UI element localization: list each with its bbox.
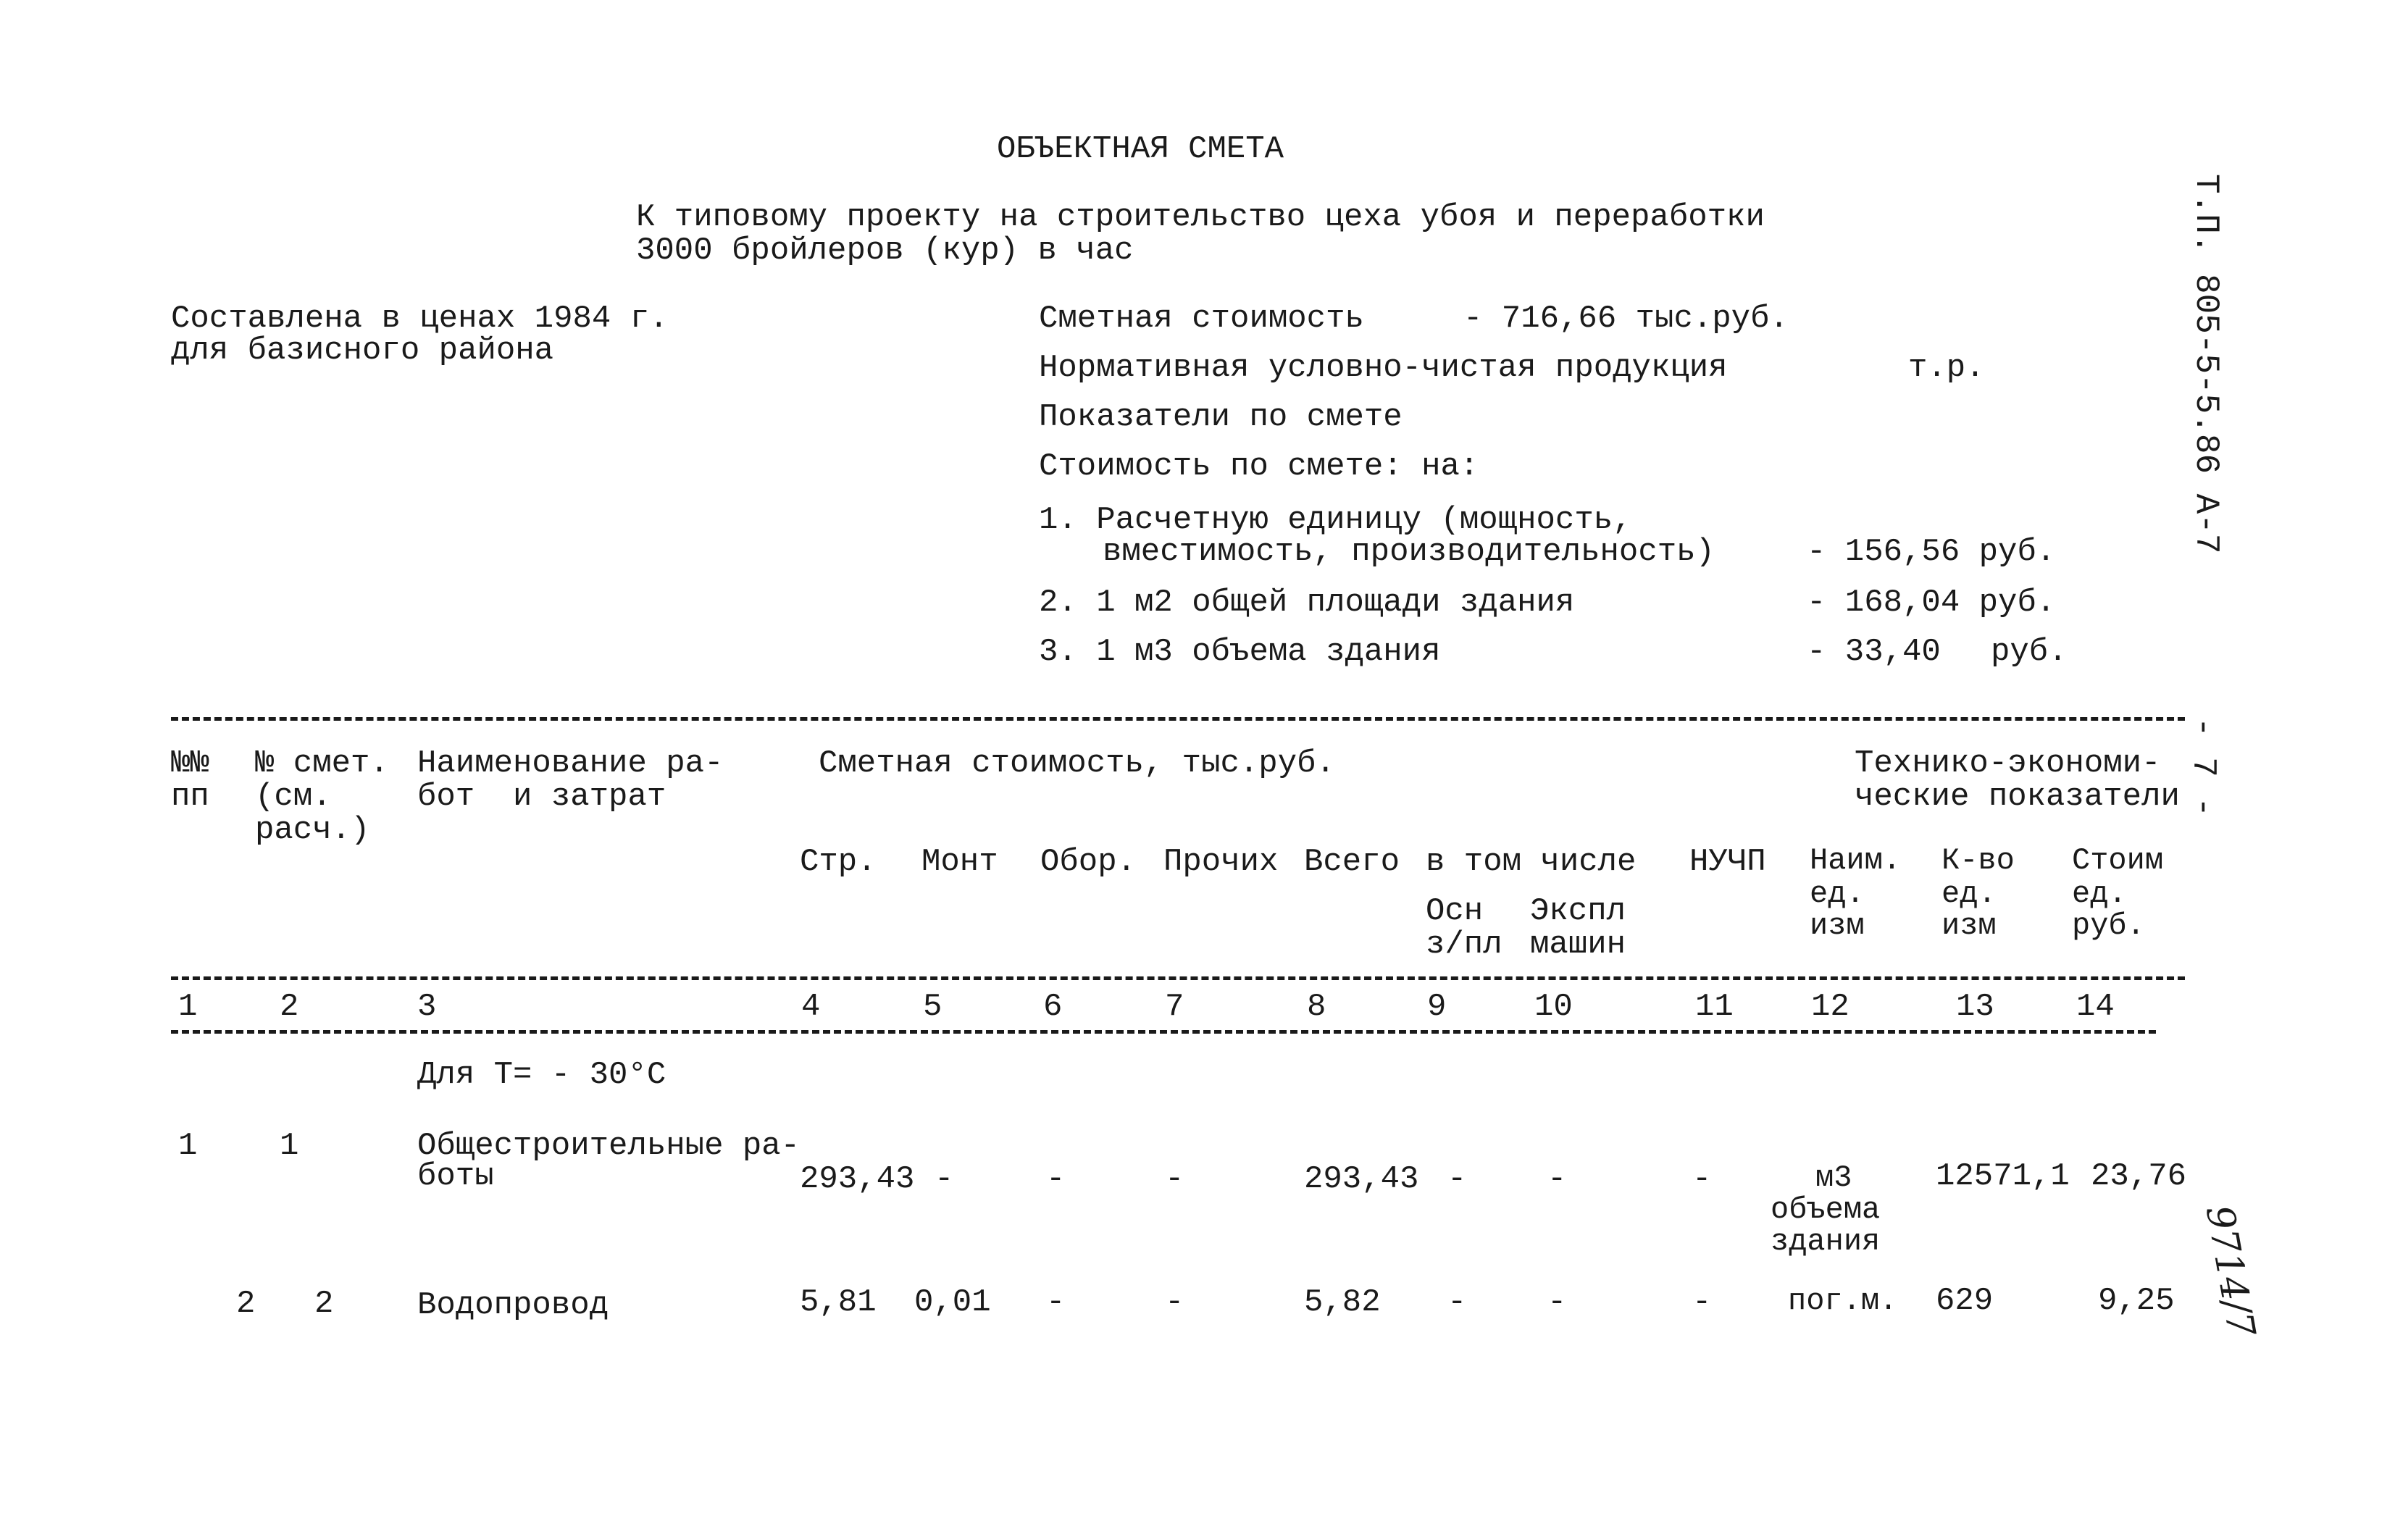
header-mont: Монт [921, 844, 998, 880]
row2-vsego: 5,82 [1304, 1284, 1381, 1321]
header-ekspl-1: Экспл [1530, 893, 1626, 929]
item1-line-2: вместимость, производительность) [1103, 534, 1715, 570]
col-number-6: 6 [1043, 989, 1063, 1025]
header-naim-3: изм [1810, 908, 1865, 943]
item1-line-1: 1. Расчетную единицу (мощность, [1039, 502, 1632, 538]
col-number-14: 14 [2076, 989, 2115, 1025]
header-kvo-3: изм [1942, 908, 1997, 943]
header-num-1: №№ [171, 745, 209, 782]
row1-unit-2: объема [1771, 1192, 1881, 1227]
col-number-8: 8 [1307, 989, 1326, 1025]
item2-label: 2. 1 м2 общей площади здания [1039, 585, 1575, 621]
row1-unit-3: здания [1771, 1224, 1881, 1259]
cost-value: - 716,66 тыс.руб. [1463, 301, 1789, 337]
header-est-1: № смет. [255, 745, 389, 782]
row1-num: 1 [178, 1128, 198, 1164]
row2-mont: 0,01 [914, 1284, 991, 1321]
row1-ekspl: - [1547, 1161, 1567, 1197]
table-top-rule [171, 717, 2185, 721]
row2-osn: - [1447, 1284, 1467, 1321]
row1-proch: - [1165, 1161, 1184, 1197]
header-kvo-1: К-во [1942, 843, 2015, 878]
section-label: Для Т= - 30°С [417, 1057, 666, 1093]
item3-label: 3. 1 м3 объема здания [1039, 634, 1441, 670]
header-osn-1: Осн [1426, 893, 1484, 929]
row1-vsego: 293,43 [1304, 1161, 1419, 1197]
prices-line-1: Составлена в ценах 1984 г. [171, 301, 669, 337]
row1-unit-1: м3 [1815, 1160, 1852, 1195]
row1-price: 23,76 [2091, 1158, 2187, 1194]
row2-proch: - [1165, 1284, 1184, 1321]
item2-value: - 168,04 руб. [1807, 585, 2056, 621]
col-number-7: 7 [1165, 989, 1184, 1025]
row1-obor: - [1046, 1161, 1066, 1197]
row2-est: 2 [314, 1286, 334, 1322]
header-naim-2: ед. [1810, 876, 1865, 911]
project-code: Т.П. 805-5-5.86 А-7 [2187, 174, 2225, 554]
row1-mont: - [935, 1161, 954, 1197]
row2-nuchp: - [1692, 1284, 1712, 1321]
row1-osn: - [1447, 1161, 1467, 1197]
handwritten-number: 9714/7 [2197, 1202, 2263, 1341]
col-number-1: 1 [178, 989, 198, 1025]
nucp-value: т.р. [1908, 350, 1985, 386]
header-incl: в том числе [1426, 844, 1637, 880]
header-naim-1: Наим. [1810, 843, 1902, 878]
header-stoim-1: Стоим [2072, 843, 2164, 878]
header-kvo-2: ед. [1942, 876, 1997, 911]
col-number-4: 4 [801, 989, 821, 1025]
header-est-2: (см. [255, 779, 332, 815]
col-number-2: 2 [280, 989, 299, 1025]
row2-unit: пог.м. [1788, 1284, 1898, 1318]
row2-obor: - [1046, 1284, 1066, 1321]
col-numbers-rule [171, 1030, 2156, 1034]
cost-label: Сметная стоимость [1039, 301, 1364, 337]
item3-unit: руб. [1991, 634, 2068, 670]
col-number-12: 12 [1811, 989, 1849, 1025]
header-proch: Прочих [1163, 844, 1279, 880]
item3-value: - 33,40 [1807, 634, 1941, 670]
cost-per-label: Стоимость по смете: на: [1039, 448, 1479, 485]
col-number-9: 9 [1427, 989, 1447, 1025]
header-stoim-2: ед. [2072, 876, 2127, 911]
row2-str: 5,81 [800, 1284, 877, 1321]
subtitle-line-2: 3000 бройлеров (кур) в час [636, 233, 1134, 269]
header-name-2: бот и затрат [417, 779, 666, 815]
header-vsego: Всего [1304, 844, 1400, 880]
row1-qty: 12571,1 [1936, 1158, 2070, 1194]
header-cost: Сметная стоимость, тыс.руб. [819, 745, 1335, 782]
col-number-10: 10 [1534, 989, 1573, 1025]
row1-str: 293,43 [800, 1161, 915, 1197]
header-str: Стр. [800, 844, 877, 880]
col-number-5: 5 [923, 989, 942, 1025]
header-tech-1: Технико-экономи- [1855, 745, 2161, 782]
row2-num: 2 [236, 1286, 256, 1322]
header-bottom-rule [171, 976, 2185, 980]
page-number: - 7 - [2184, 717, 2222, 818]
header-nuchp: НУЧП [1689, 844, 1766, 880]
header-stoim-3: руб. [2072, 908, 2145, 943]
subtitle-line-1: К типовому проекту на строительство цеха убоя и переработки [636, 199, 1765, 235]
header-ekspl-2: машин [1530, 926, 1626, 963]
col-number-3: 3 [417, 989, 437, 1025]
prices-line-2: для базисного района [171, 332, 554, 369]
nucp-label: Нормативная условно-чистая продукция [1039, 350, 1728, 386]
header-est-3: расч.) [255, 812, 370, 848]
item1-value: - 156,56 руб. [1807, 534, 2056, 570]
row2-qty: 629 [1936, 1283, 1994, 1319]
row2-name: Водопровод [417, 1287, 609, 1323]
document-title: ОБЪЕКТНАЯ СМЕТА [997, 131, 1284, 167]
header-name-1: Наименование ра- [417, 745, 724, 782]
col-number-13: 13 [1956, 989, 1994, 1025]
row1-nuchp: - [1692, 1161, 1712, 1197]
header-tech-2: ческие показатели [1855, 779, 2180, 815]
header-osn-2: з/пл [1426, 926, 1502, 963]
row1-est: 1 [280, 1128, 299, 1164]
row1-name-2: боты [417, 1158, 494, 1194]
indicators-label: Показатели по смете [1039, 399, 1403, 435]
header-obor: Обор. [1040, 844, 1137, 880]
row1-name-1: Общестроительные ра- [417, 1128, 801, 1164]
col-number-11: 11 [1695, 989, 1734, 1025]
row2-ekspl: - [1547, 1284, 1567, 1321]
header-num-2: пп [171, 779, 209, 815]
row2-price: 9,25 [2098, 1283, 2175, 1319]
